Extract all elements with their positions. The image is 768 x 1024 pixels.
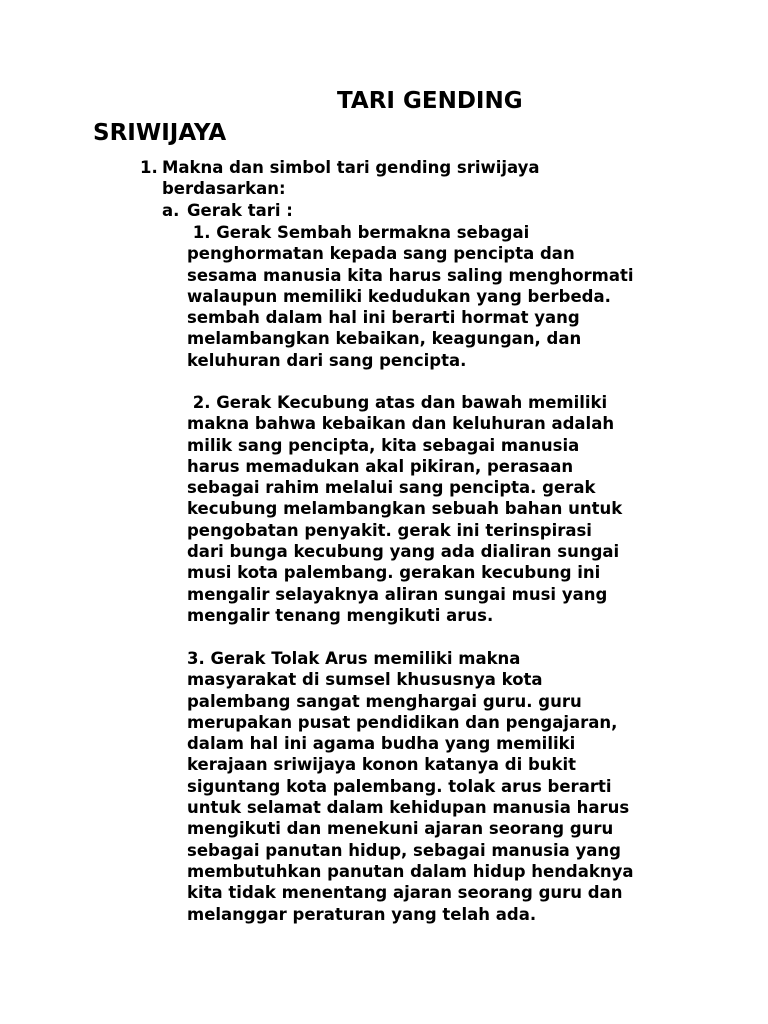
paragraph-line: sesama manusia kita harus saling menghormati: [187, 265, 634, 285]
paragraph-line: sebagai panutan hidup, sebagai manusia yang: [187, 840, 621, 860]
paragraph-line: membutuhkan panutan dalam hidup hendaknya: [187, 861, 634, 881]
paragraph-line: mengalir tenang mengikuti arus.: [187, 605, 494, 625]
paragraph-line: pengobatan penyakit. gerak ini terinspirasi: [187, 520, 592, 540]
list-item-heading: [162, 157, 602, 200]
paragraph-line: musi kota palembang. gerakan kecubung ini: [187, 563, 601, 583]
paragraph-gerak-tolak-arus: [187, 648, 687, 925]
paragraph-line: siguntang kota palembang. tolak arus berarti: [187, 776, 612, 796]
paragraph-line: milik sang pencipta, kita sebagai manusia: [187, 435, 580, 455]
paragraph-line: keluhuran dari sang pencipta.: [187, 350, 467, 370]
paragraph-line: palembang sangat menghargai guru. guru: [187, 691, 582, 711]
paragraph-line: 1. Gerak Sembah bermakna sebagai: [187, 223, 530, 242]
paragraph-gerak-kecubung: [187, 392, 687, 626]
paragraph-line: mengalir selayaknya aliran sungai musi yang: [187, 584, 608, 604]
paragraph-line: walaupun memiliki kedudukan yang berbeda.: [187, 286, 611, 306]
paragraph-line: sembah dalam hal ini berarti hormat yang: [187, 308, 580, 328]
paragraph-line: dalam hal ini agama budha yang memiliki: [187, 734, 576, 754]
paragraph-line: makna bahwa kebaikan dan keluhuran adalah: [187, 414, 615, 434]
document-title-line-2: SRIWIJAYA: [93, 120, 227, 146]
paragraph-line: merupakan pusat pendidikan dan pengajaran,: [187, 712, 618, 732]
paragraph-line: melanggar peraturan yang telah ada.: [187, 904, 537, 924]
paragraph-line: 3. Gerak Tolak Arus memiliki makna: [187, 649, 521, 668]
list-item-number: 1.: [140, 158, 158, 177]
paragraph-line: sebagai rahim melalui sang pencipta. gerak: [187, 478, 596, 498]
paragraph-line: mengikuti dan menekuni ajaran seorang guru: [187, 819, 614, 839]
list-item-heading-line: berdasarkan:: [162, 179, 286, 199]
paragraph-line: penghormatan kepada sang pencipta dan: [187, 244, 575, 264]
list-item-heading-line: Makna dan simbol tari gending sriwijaya: [162, 158, 540, 177]
paragraph-line: melambangkan kebaikan, keagungan, dan: [187, 329, 582, 349]
paragraph-line: kita tidak menentang ajaran seorang guru dan: [187, 883, 623, 903]
sub-item-heading: Gerak tari :: [187, 201, 293, 220]
paragraph-line: kecubung melambangkan sebuah bahan untuk: [187, 499, 623, 519]
paragraph-line: kerajaan sriwijaya konon katanya di bukit: [187, 755, 577, 775]
paragraph-line: untuk selamat dalam kehidupan manusia harus: [187, 798, 630, 818]
paragraph-line: harus memadukan akal pikiran, perasaan: [187, 456, 574, 476]
paragraph-line: masyarakat di sumsel khususnya kota: [187, 670, 543, 690]
paragraph-gerak-sembah: [187, 222, 687, 371]
paragraph-line: dari bunga kecubung yang ada dialiran sungai: [187, 542, 620, 562]
sub-item-letter: a.: [162, 201, 180, 220]
paragraph-line: 2. Gerak Kecubung atas dan bawah memiliki: [187, 393, 608, 412]
document-title-line-1: TARI GENDING: [337, 88, 523, 114]
